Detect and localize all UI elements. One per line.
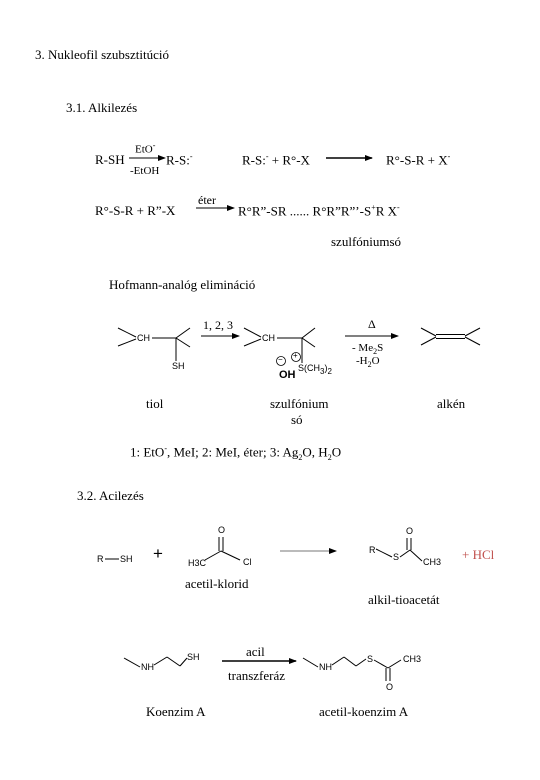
alkyl-thioacetate-label: alkil-tioacetát <box>368 592 440 607</box>
hydroxide-label: OH <box>279 369 296 381</box>
plus-charge: + <box>293 351 298 360</box>
r3-products: R°R”-SR ...... R°R”R”’-S+R X- <box>238 203 400 219</box>
coa-nh-label: NH <box>141 662 154 672</box>
product-s-label: S <box>393 552 400 562</box>
r3-solvent: éter <box>198 193 216 207</box>
acetylcoa-s-label: S <box>367 654 374 664</box>
thiol-sh-label: SH <box>172 361 185 371</box>
minus-charge: − <box>278 355 283 364</box>
product-r-label: R <box>369 545 376 555</box>
thiol-structure <box>118 328 190 361</box>
thiol-sh-label-2: SH <box>120 554 133 564</box>
r1-product: R-S:- <box>166 152 193 168</box>
acetyl-h3c-label: H3C <box>188 558 207 568</box>
hofmann-heading: Hofmann-analóg elimináció <box>109 277 256 292</box>
thiol-r-label: R <box>97 554 104 564</box>
acetylcoa-nh-label: NH <box>319 662 332 672</box>
thioacetate-structure <box>376 538 422 561</box>
delta-label: Δ <box>368 317 376 331</box>
coenzyme-a-structure <box>124 657 187 667</box>
acetyl-coa-structure <box>303 654 401 681</box>
acylation-heading: 3.2. Acilezés <box>77 488 144 503</box>
reaction-conditions: 1: EtO-, MeI; 2: MeI, éter; 3: $Ag_2O$, $H_2O$ <box>130 444 342 462</box>
r3-reactants: R°-S-R + R”-X <box>95 203 176 218</box>
hcl-label: + HCl <box>462 547 495 562</box>
acetyl-chloride-label: acetil-klorid <box>185 576 249 591</box>
acetyl-chloride-structure <box>205 537 240 560</box>
enzyme-name-below: transzferáz <box>228 668 286 683</box>
acetylcoa-ch3-label: CH3 <box>403 654 422 664</box>
sulfonium-structure <box>244 328 315 363</box>
r2-reactants: R-S:- + R°-X <box>242 152 310 168</box>
thiol-label: tiol <box>146 396 164 411</box>
sulfonium-salt-caption: szulfónium <box>270 396 329 411</box>
sulfonium-s-label: $S(CH_3)_2$ <box>298 363 332 376</box>
plus-sign: + <box>153 544 163 563</box>
acetylcoa-o-label: O <box>386 682 394 692</box>
product-ch3-label: CH3 <box>423 557 442 567</box>
page-title: 3. Nukleofil szubsztitúció <box>35 47 169 62</box>
sulfonium-salt-label: szulfóniumsó <box>331 234 402 249</box>
product-o-label: O <box>406 526 414 536</box>
r1-reagent: EtO- <box>135 141 156 156</box>
minus-water: $-H_2O$ <box>356 355 380 370</box>
hofmann-arrow1-label: 1, 2, 3 <box>203 318 233 332</box>
sulfonium-ch-label: CH <box>262 333 275 343</box>
r2-products: R°-S-R + X- <box>386 152 451 168</box>
alkene-label: alkén <box>437 396 466 411</box>
enzyme-name-above: acil <box>246 644 265 659</box>
acetyl-cl-label: Cl <box>243 557 252 567</box>
thiol-ch-label: CH <box>137 333 150 343</box>
acetyl-o-label: O <box>218 525 226 535</box>
minus-dimethylsulfide: - $Me_2S$ <box>352 342 384 357</box>
coa-sh-label: SH <box>187 652 200 662</box>
r1-reactant: R-SH <box>95 152 125 167</box>
coenzyme-a-label: Koenzim A <box>146 704 206 719</box>
sulfonium-salt-caption-2: só <box>291 412 303 427</box>
acetyl-coa-label: acetil-koenzim A <box>319 704 409 719</box>
alkene-structure <box>421 328 480 345</box>
r1-byproduct: -EtOH <box>130 165 160 177</box>
alkylation-heading: 3.1. Alkilezés <box>66 100 138 115</box>
